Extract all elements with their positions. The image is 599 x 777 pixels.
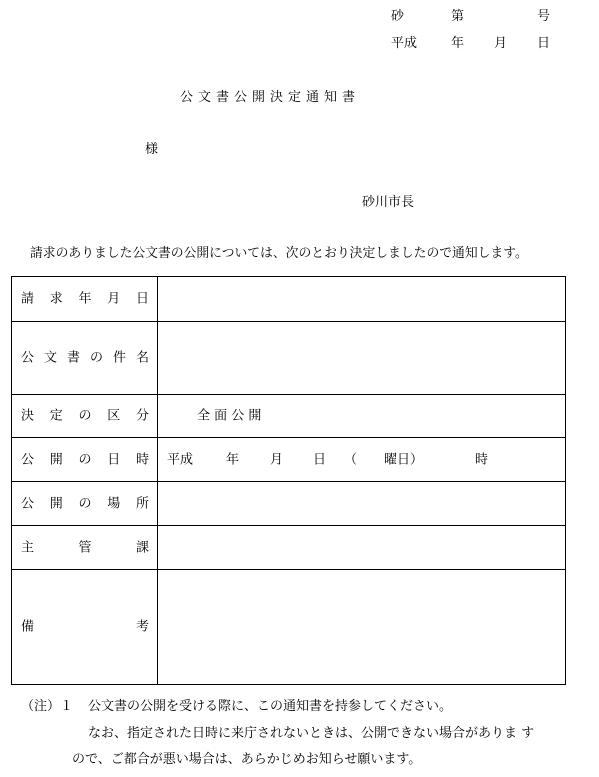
decision-table [11,276,566,685]
row-label: 公開の場所 [21,496,149,511]
date-year: 年 [451,36,465,51]
decision-value: 全 面 公 開 [197,408,262,424]
row-label: 備考 [21,619,149,635]
table-row-disclosure-place [12,482,565,526]
doc-number-prefix: 砂 [391,9,405,24]
table-row-request-date [12,277,565,322]
datetime-day: 日 [313,452,327,467]
datetime-year: 年 [226,452,240,467]
document-title: 公文書公開決定通知書 [180,90,361,105]
intro-text: 請求のありました公文書の公開については、次のとおり決定しましたので通知します。 [30,246,528,261]
table-row-disclosure-datetime [12,438,565,482]
table-row-remarks [12,570,565,684]
table-row-responsible-section [12,526,565,570]
issuer-name: 砂川市長 [362,195,415,210]
note-line-2: なお、指定された日時に来庁されないときは、公開できない場合がありま す [88,726,535,741]
note-line-3: ので、ご都合が悪い場合は、あらかじめお知らせ願います。 [72,752,422,767]
date-month: 月 [494,36,508,51]
datetime-weekday: 曜日） [384,452,424,467]
date-era: 平成 [391,36,418,51]
doc-number-suffix: 号 [537,9,551,24]
datetime-hour: 時 [475,452,489,467]
datetime-open-paren: （ [344,452,358,467]
row-label: 請求年月日 [21,291,149,307]
row-label: 主管課 [21,540,149,555]
row-label: 公文書の件名 [21,350,149,366]
note-line-1: 公文書の公開を受ける際に、この通知書を持参してください。 [88,699,453,714]
datetime-month: 月 [270,452,284,467]
row-label: 決定の区分 [21,408,149,424]
table-row-document-subject [12,322,565,395]
table-row-decision-type [12,395,565,438]
doc-number-mid: 第 [451,9,465,24]
row-label: 公開の日時 [21,452,149,467]
datetime-era: 平成 [167,452,194,467]
addressee-suffix: 様 [145,142,159,157]
date-day: 日 [537,36,551,51]
note-marker: （注）１ [21,699,74,714]
